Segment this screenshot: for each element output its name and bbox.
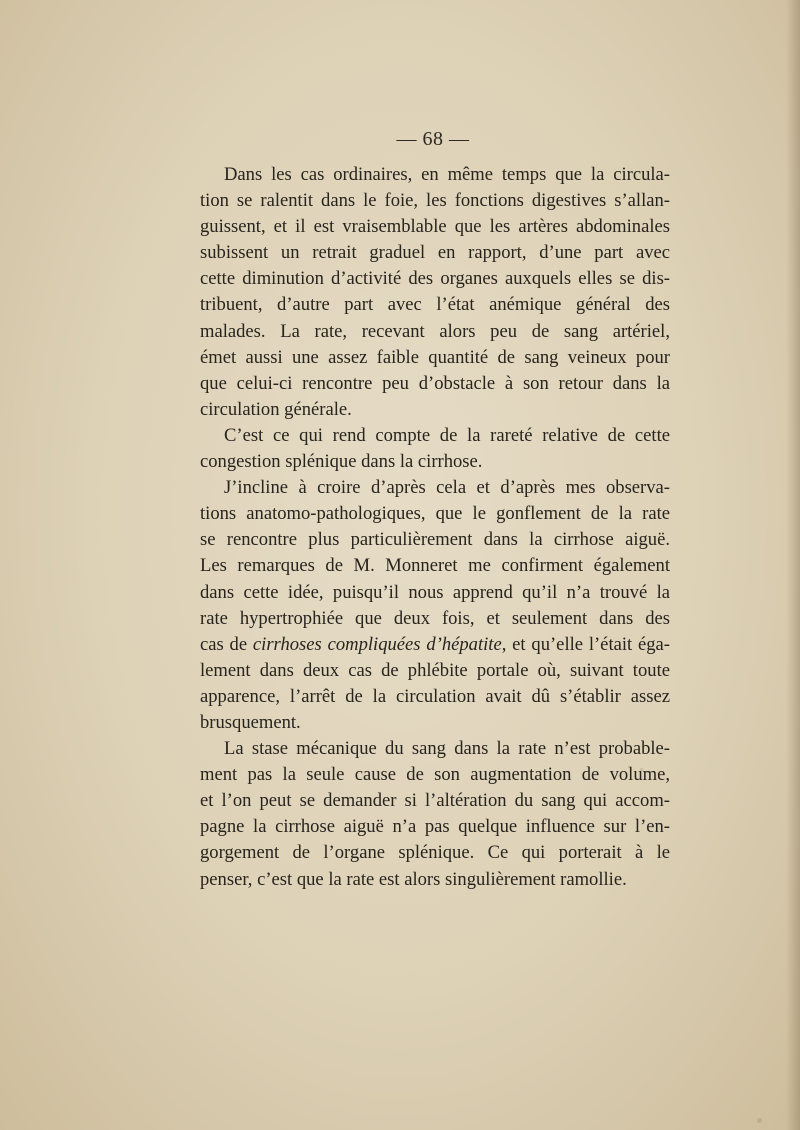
text-line: malades. La rate, recevant alors peu de sang artériel, (200, 320, 670, 342)
text-line: et l’on peut se demander si l’altération du sang qui accom- (200, 790, 670, 812)
italic-phrase: cirrhoses compliquées d’hépatite (252, 633, 502, 655)
text-line: penser, c’est que la rate est alors singulièrement ramollie. (200, 868, 627, 890)
text-line: J’incline à croire d’après cela et d’après mes observa- (224, 477, 670, 499)
text-line: La stase mécanique du sang dans la rate n’est probable- (224, 738, 670, 760)
text-line: émet aussi une assez faible quantité de sang veineux pour (200, 346, 670, 368)
text-line: cette diminution d’activité des organes auxquels elles se dis- (200, 268, 670, 290)
text-segment: cas de (200, 633, 253, 655)
text-line: Dans les cas ordinaires, en même temps que la circula- (224, 164, 670, 185)
text-line: ment pas la seule cause de son augmentation de volume, (200, 764, 670, 786)
text-line: tions anatomo-pathologiques, que le gonflement de la rate (200, 503, 670, 525)
body-text (200, 162, 670, 893)
text-line: tion se ralentit dans le foie, les fonctions digestives s’allan- (200, 190, 670, 212)
text-line: tribuent, d’autre part avec l’état anémique général des (200, 294, 670, 316)
text-line: que celui-ci rencontre peu d’obstacle à son retour dans la (200, 372, 670, 394)
text-line: apparence, l’arrêt de la circulation avait dû s’établir assez (200, 685, 670, 707)
page-edge-shadow (786, 0, 800, 1130)
paper-spot (757, 1118, 762, 1123)
text-line: brusquement. (200, 711, 301, 733)
text-line: guissent, et il est vraisemblable que les artères abdominales (200, 216, 670, 238)
text-line: lement dans deux cas de phlébite portale où, suivant toute (200, 659, 670, 681)
text-line: Les remarques de M. Monneret me confirment également (200, 555, 670, 577)
text-line (200, 632, 670, 658)
text-line: gorgement de l’organe splénique. Ce qui porterait à le (200, 842, 670, 864)
page-number: — 68 — (396, 128, 470, 150)
text-line: congestion splénique dans la cirrhose. (200, 451, 483, 473)
text-line: circulation générale. (200, 398, 352, 420)
text-line: C’est ce qui rend compte de la rareté relative de cette (224, 424, 670, 446)
text-line: subissent un retrait graduel en rapport, d’une part avec (200, 242, 670, 264)
text-segment: , et qu’elle l’était éga- (501, 633, 670, 655)
text-line: rate hypertrophiée que deux fois, et seulement dans des (200, 607, 670, 629)
text-line: se rencontre plus particulièrement dans la cirrhose aiguë. (200, 529, 670, 551)
text-line: pagne la cirrhose aiguë n’a pas quelque influence sur l’en- (200, 816, 670, 838)
text-line: dans cette idée, puisqu’il nous apprend qu’il n’a trouvé la (200, 581, 670, 603)
